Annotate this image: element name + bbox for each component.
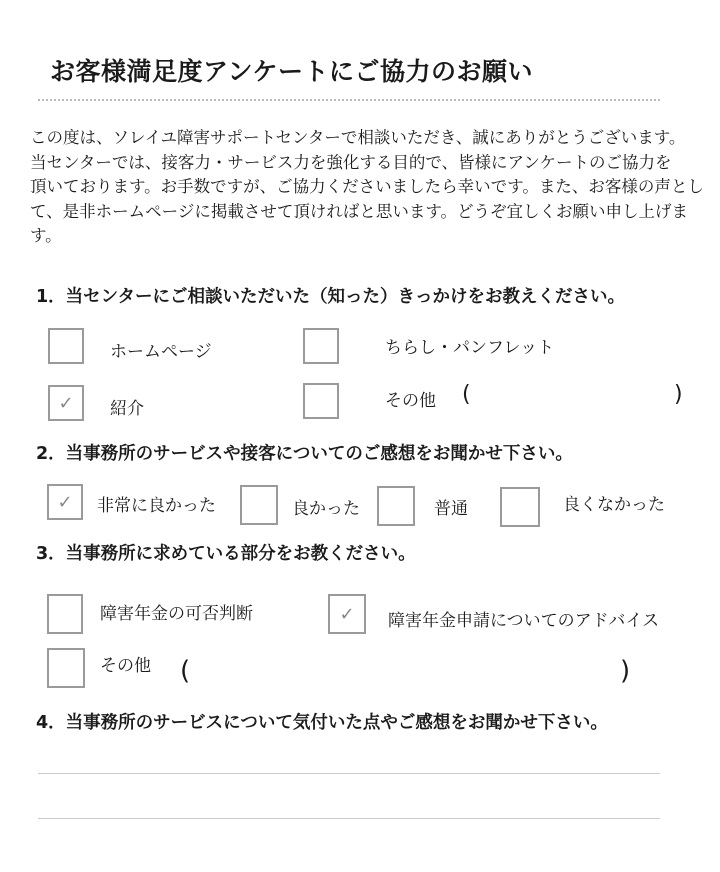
intro-paragraph [30,126,704,249]
intro-line: 当センターでは、接客力・サービス力を強化する目的で、皆様にアンケートのご協力を [30,152,672,172]
option-average: 普通 [434,499,468,519]
intro-line: す。 [30,226,62,246]
intro-line: この度は、ソレイユ障害サポートセンターで相談いただき、誠にありがとうございます。 [30,128,686,147]
other-q3-input[interactable] [200,660,610,688]
answer-line [38,773,660,774]
intro-line: て、是非ホームページに掲載させて頂ければと思います。どうぞ宜しくお願い申し上げま [30,201,689,221]
paren-open: ( [462,382,471,407]
paren-close: ) [674,382,683,407]
paren-close: ) [620,656,631,686]
question-1: 1．当センターにご相談いただいた（知った）きっかけをお教えください。 [36,287,625,307]
checkbox-good[interactable] [240,485,278,525]
option-advice: 障害年金申請についてのアドバイス [388,611,660,631]
option-referral: 紹介 [110,399,144,419]
paren-open: ( [180,656,191,686]
checkbox-very-good[interactable] [47,484,83,520]
option-eligibility: 障害年金の可否判断 [100,604,253,624]
comments-area[interactable] [38,740,660,850]
check-icon: ✓ [58,392,74,414]
checkbox-other-q1[interactable] [303,383,339,419]
option-other-q3: その他 [100,656,151,676]
title-divider [38,99,660,101]
option-flyer: ちらし・パンフレット [385,338,555,358]
checkbox-not-good[interactable] [500,487,540,527]
checkbox-advice[interactable] [328,594,366,634]
checkbox-homepage[interactable] [48,328,84,364]
question-2: 2．当事務所のサービスや接客についてのご感想をお聞かせ下さい。 [36,444,573,464]
checkbox-eligibility[interactable] [47,594,83,634]
option-good: 良かった [292,499,360,519]
question-4: 4．当事務所のサービスについて気付いた点やご感想をお聞かせ下さい。 [36,713,608,733]
option-not-good: 良くなかった [563,495,665,515]
page-title: お客様満足度アンケートにご協力のお願い [50,57,534,86]
option-homepage: ホームページ [110,342,212,362]
option-other-q1: その他 [385,391,436,411]
checkbox-flyer[interactable] [303,328,339,364]
other-q1-input[interactable] [480,384,670,410]
checkbox-referral[interactable] [48,385,84,421]
checkbox-other-q3[interactable] [47,648,85,688]
check-icon: ✓ [339,603,355,625]
option-very-good: 非常に良かった [97,496,216,516]
check-icon: ✓ [57,491,73,513]
intro-line: 頂いております。お手数ですが、ご協力くださいましたら幸いです。また、お客様の声とし [30,177,704,197]
question-3: 3．当事務所に求めている部分をお教ください。 [36,544,416,564]
answer-line [38,818,660,819]
checkbox-average[interactable] [377,486,415,526]
